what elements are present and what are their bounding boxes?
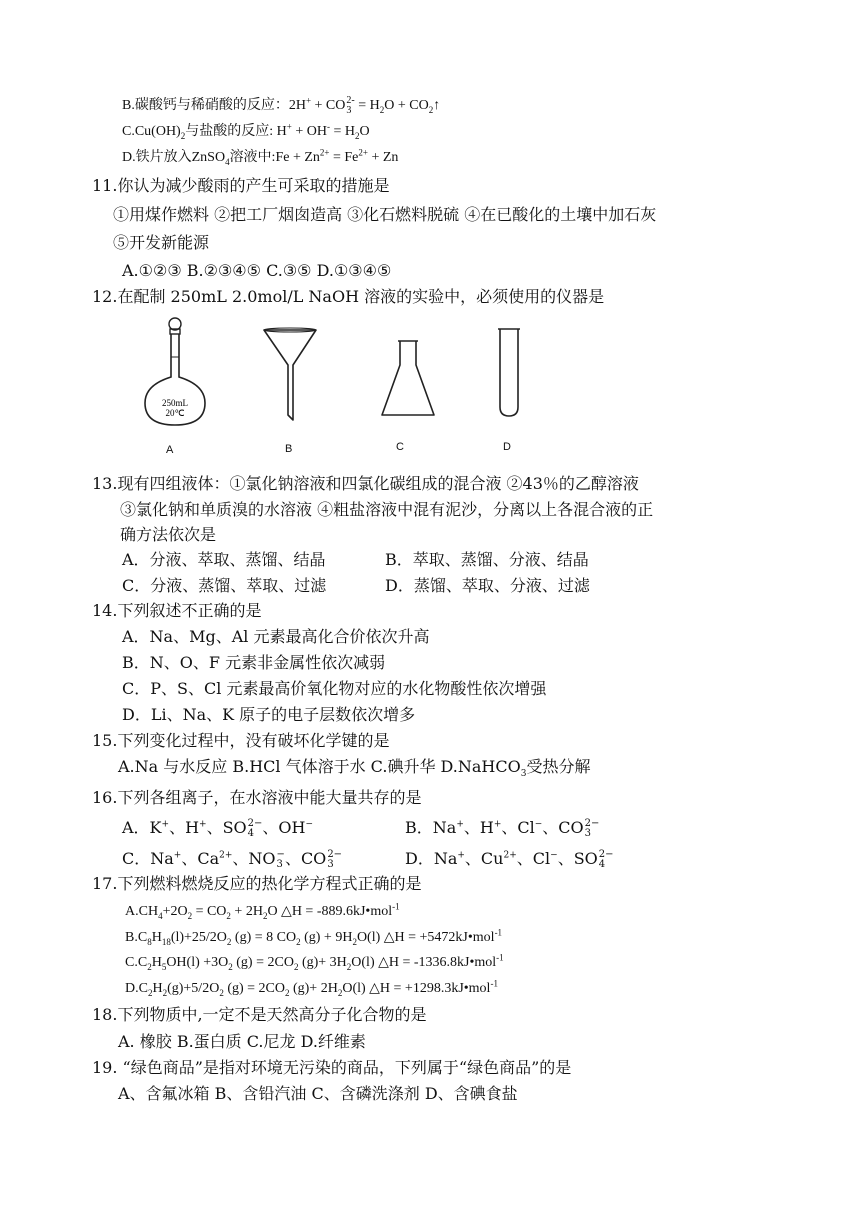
test-tube-icon (492, 325, 527, 420)
q16-option-c: C．Na+、$Ca^{2+}$、NO − 3 、CO 2− 3 (122, 848, 343, 870)
q14-stem: 14.下列叙述不正确的是 (92, 601, 262, 620)
q13-stem-line3: 确方法依次是 (120, 525, 217, 544)
q10-option-d: D.铁片放入ZnSO$_4$溶液中:Fe + $Zn^{2+} = Fe^{2+} + Zn$ (122, 147, 399, 167)
q11-stem: 11.你认为减少酸雨的产生可采取的措施是 (92, 176, 390, 195)
q17-option-b: $B.C_8H_{18}(l)+25/2O_2$ (g) = 8 $CO_2$ $(g) + 9H_2O(l)$ △H = +5472kJ•mol$^{-1}$ (125, 927, 503, 947)
flask-label-volume: 250mL (162, 398, 188, 408)
q13-option-a: A．分液、萃取、蒸馏、结晶 (122, 550, 326, 569)
volumetric-flask-icon (135, 315, 215, 430)
q18-options: A. 橡胶 B.蛋白质 C.尼龙 D.纤维素 (118, 1032, 366, 1051)
q17-option-c: $C.C_2H_5OH(l) +3O_2$ $(g) = 2CO_2$ $(g)+ 3H_2O(l)$ △H = -1336.8kJ•mol$^{-1}$ (125, 952, 504, 972)
figure-label-a: A (166, 444, 174, 456)
q16-option-b: B．Na+、H+、Cl−、CO 2− 3 (405, 817, 600, 839)
q16-option-d: D．Na+、$Cu^{2+}$、Cl−、SO 2− 4 (405, 848, 614, 870)
q13-stem-line1: 13.现有四组液体：①氯化钠溶液和四氯化碳组成的混合液 ②43％的乙醇溶液 (92, 474, 639, 493)
q11-items-line1: ①用煤作燃料 ②把工厂烟囱造高 ③化石燃料脱硫 ④在已酸化的土壤中加石灰 (113, 205, 657, 224)
q16-option-a: A．K+、H+、SO 2− 4 、OH− (122, 817, 314, 839)
q13-option-c: C．分液、蒸馏、萃取、过滤 (122, 576, 327, 595)
figure-label-b: B (285, 443, 293, 455)
q19-options: A、含氟冰箱 B、含铅汽油 C、含磷洗涤剂 D、含碘食盐 (118, 1084, 518, 1103)
q11-items-line2: ⑤开发新能源 (113, 233, 210, 252)
q16-stem: 16.下列各组离子，在水溶液中能大量共存的是 (92, 788, 422, 807)
q10-option-c: $C.Cu(OH)_2$与盐酸的反应: $H^+ + OH^- = H_2O$ (122, 121, 370, 141)
figure-label-d: D (503, 441, 511, 453)
q14-option-a: A．Na、Mg、Al 元素最高化合价依次升高 (122, 627, 430, 646)
q11-options: A.①②③ B.②③④⑤ C.③⑤ D.①③④⑤ (122, 261, 392, 280)
q10-option-b: B.碳酸钙与稀硝酸的反应：2H+ + CO 2- 3 = $H_2O$ + $CO_2↑$ (122, 95, 441, 116)
q13-stem-line2: ③氯化钠和单质溴的水溶液 ④粗盐溶液中混有泥沙，分离以上各混合液的正 (120, 500, 654, 519)
q14-option-d: D．Li、Na、K 原子的电子层数依次增多 (122, 705, 416, 724)
conical-flask-icon (378, 335, 438, 420)
figure-label-c: C (396, 441, 404, 453)
q18-stem: 18.下列物质中,一定不是天然高分子化合物的是 (92, 1005, 427, 1024)
q14-option-b: B．N、O、F 元素非金属性依次减弱 (122, 653, 386, 672)
funnel-icon (260, 325, 320, 425)
q12-stem: 12.在配制 250mL 2.0mol/L NaOH 溶液的实验中，必须使用的仪器是 (92, 287, 605, 306)
q15-stem: 15.下列变化过程中，没有破坏化学键的是 (92, 731, 390, 750)
q17-option-d: $D.C_2H_2(g)+5/2O_2$ $(g) = 2CO_2$ $(g)+ 2H_2O(l)$ △H = +1298.3kJ•mol$^{-1}$ (125, 978, 498, 998)
flask-label-temp: 20℃ (165, 408, 185, 418)
q17-stem: 17.下列燃料燃烧反应的热化学方程式正确的是 (92, 874, 422, 893)
q13-option-b: B．萃取、蒸馏、分液、结晶 (385, 550, 589, 569)
q17-option-a: $A.CH_4+2O_2 = CO_2 + 2H_2O$ △H = -889.6kJ•mol$^{-1}$ (125, 901, 400, 921)
q19-stem: 19. “绿色商品”是指对环境无污染的商品，下列属于“绿色商品”的是 (92, 1058, 572, 1077)
q14-option-c: C．P、S、Cl 元素最高价氧化物对应的水化物酸性依次增强 (122, 679, 547, 698)
q13-option-d: D．蒸馏、萃取、分液、过滤 (385, 576, 590, 595)
q15-options: A.Na 与水反应 B.HCl 气体溶于水 C.碘升华 D.NaHCO$_3$受热分解 (118, 757, 591, 780)
